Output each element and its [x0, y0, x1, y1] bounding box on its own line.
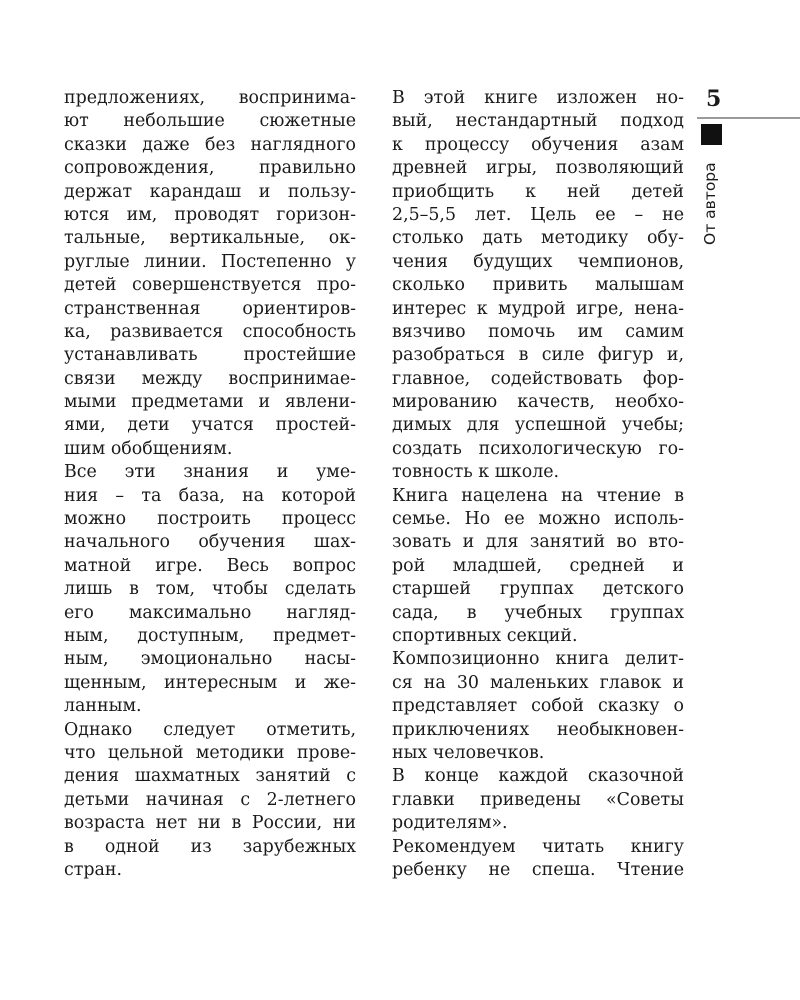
text-line: мыми предметами и явлени- [64, 392, 356, 413]
text-line: странственная ориентиров- [64, 298, 356, 319]
text-line: создать психологическую го- [392, 438, 684, 459]
text-line: в одной из зарубежных [64, 836, 356, 857]
text-line: руглые линии. Постепенно у [64, 251, 356, 272]
text-line: детей совершенствуется про- [64, 275, 356, 296]
text-line: ным, эмоционально насы- [64, 649, 356, 670]
text-line: дения шахматных занятий с [64, 766, 356, 787]
text-line: семье. Но ее можно исполь- [392, 509, 684, 530]
text-line: димых для успешной учебы; [392, 415, 684, 436]
text-line: товность к школе. [392, 462, 560, 483]
text-line: Однако следует отметить, [64, 719, 356, 740]
text-line: рой младшей, средней и [392, 555, 684, 576]
text-line: В этой книге изложен но- [392, 88, 684, 108]
text-line: можно построить процесс [64, 509, 356, 530]
text-line: зовать и для занятий во вто- [392, 532, 684, 553]
text-line: Рекомендуем читать книгу [392, 836, 684, 857]
text-line: шим обобщениям. [64, 438, 233, 459]
text-line: вязчиво помочь им самим [392, 321, 684, 342]
text-line: разобраться в силе фигур и, [392, 345, 684, 366]
text-line: сказки даже без наглядного [64, 134, 356, 155]
text-line: ным, доступным, предмет- [64, 625, 356, 646]
text-line: представляет собой сказку о [392, 696, 684, 717]
text-line: ребенку не спеша. Чтение [392, 859, 684, 880]
text-line: вый, нестандартный подход [392, 111, 684, 132]
text-line: Книга нацелена на чтение в [392, 485, 684, 506]
running-title: От автора [701, 162, 719, 245]
text-line: мированию качеств, необхо- [392, 392, 684, 413]
text-line: лишь в том, чтобы сделать [64, 579, 356, 600]
text-line: главное, содействовать фор- [392, 368, 684, 389]
text-column-right [392, 87, 684, 882]
text-line: спортивных секций. [392, 625, 578, 646]
text-line: старшей группах детского [392, 579, 684, 600]
text-line: тальные, вертикальные, ок- [64, 228, 356, 249]
text-line: ют небольшие сюжетные [64, 111, 356, 132]
text-line: к процессу обучения азам [392, 134, 684, 155]
text-line: ния – та база, на которой [64, 485, 356, 506]
section-marker [701, 124, 722, 145]
text-line: предложениях, воспринима- [64, 88, 356, 108]
text-line: что цельной методики прове- [64, 742, 356, 763]
text-line: щенным, интересным и же- [64, 672, 356, 693]
text-line: 2,5–5,5 лет. Цель ее – не [392, 204, 684, 225]
text-line: ся на 30 маленьких главок и [392, 672, 684, 693]
text-line: чения будущих чемпионов, [392, 251, 684, 272]
text-line: ланным. [64, 696, 142, 717]
text-line: приобщить к ней детей [392, 181, 684, 202]
text-line: устанавливать простейшие [64, 345, 356, 366]
text-line: начального обучения шах- [64, 532, 356, 553]
text-line: столько дать методику обу- [392, 228, 684, 249]
text-line: держат карандаш и пользу- [64, 181, 356, 202]
text-line: возраста нет ни в России, ни [64, 813, 356, 834]
text-line: ями, дети учатся простей- [64, 415, 356, 436]
text-line: связи между воспринимае- [64, 368, 356, 389]
text-line: древней игры, позволяющий [392, 158, 684, 179]
text-line: главки приведены «Советы [392, 789, 684, 810]
text-line: стран. [64, 859, 122, 880]
page-number: 5 [706, 86, 722, 112]
header-rule [697, 117, 800, 119]
text-line: сколько привить малышам [392, 275, 684, 296]
text-line: Композиционно книга делит- [392, 649, 684, 670]
text-column-left [64, 87, 356, 882]
text-line: ных человечков. [392, 742, 545, 763]
text-line: В конце каждой сказочной [392, 766, 684, 787]
text-line: сада, в учебных группах [392, 602, 684, 623]
text-line: Все эти знания и уме- [64, 462, 356, 483]
text-line: матной игре. Весь вопрос [64, 555, 356, 576]
text-line: родителям». [392, 813, 508, 834]
text-line: ются им, проводят горизон- [64, 204, 356, 225]
text-line: ка, развивается способность [64, 321, 356, 342]
text-line: детьми начиная с 2-летнего [64, 789, 356, 810]
text-line: сопровождения, правильно [64, 158, 356, 179]
text-line: интерес к мудрой игре, нена- [392, 298, 684, 319]
text-line: приключениях необыкновен- [392, 719, 684, 740]
text-line: его максимально нагляд- [64, 602, 356, 623]
